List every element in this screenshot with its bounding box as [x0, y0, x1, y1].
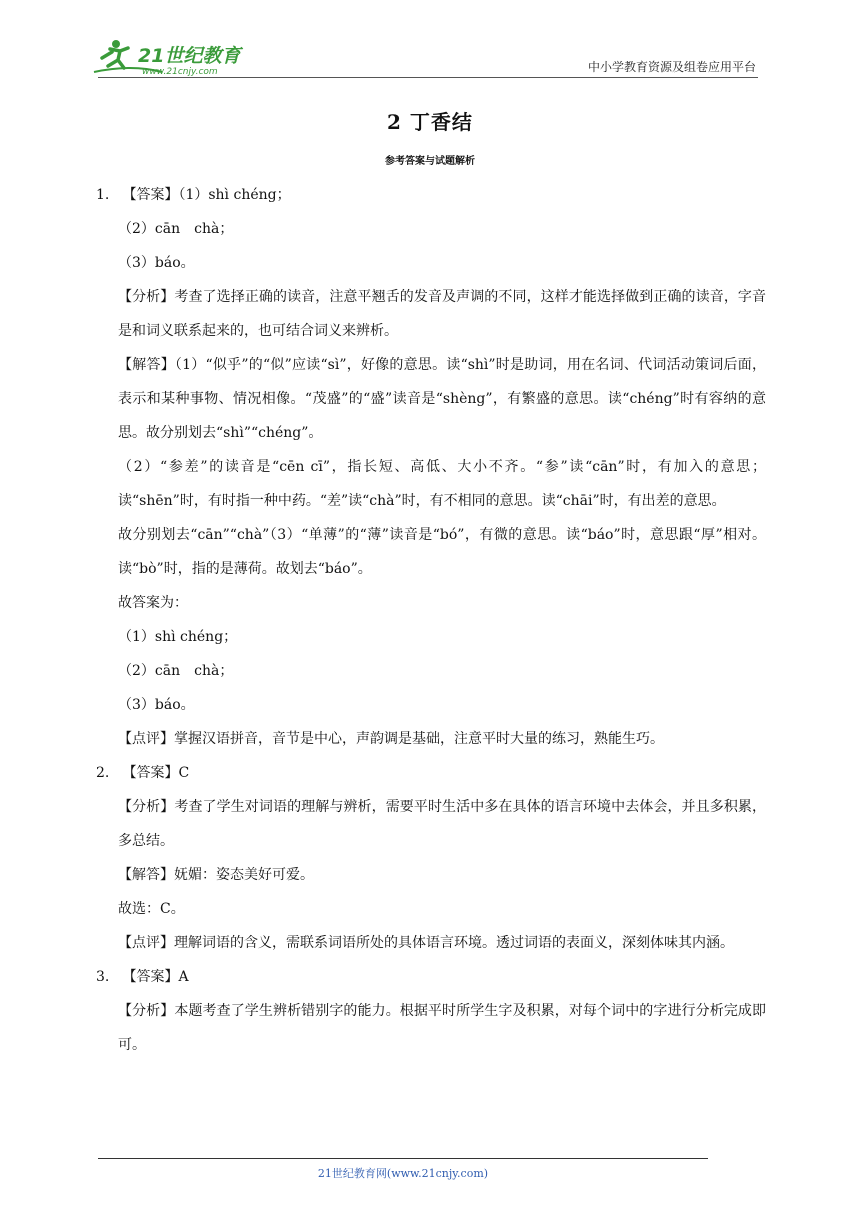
q1-solution-2: （2）“参差”的读音是“cēn cī”，指长短、高低、大小不齐。“参”读“cān”时，有加入的意思；读“shēn”时，有时指一种中药。“差”读“chà”时，有不相同的意思。读“chāi”时，有出差的意思。 — [118, 459, 766, 509]
q1-analysis: 【分析】考查了选择正确的读音，注意平翘舌的发音及声调的不同，这样才能选择做到正确的读音，字音是和词义联系起来的，也可结合词义来辨析。 — [118, 289, 766, 339]
logo-text: 21世纪教育 — [138, 45, 241, 67]
q1-answer-3: （3）báo。 — [118, 255, 195, 271]
q3-analysis: 【分析】本题考查了学生辨析错别字的能力。根据平时所学生字及积累，对每个词中的字进行分析完成即可。 — [118, 1003, 766, 1053]
q1-final-2: （2）cān chà； — [118, 663, 234, 679]
q2-answer: 2. 【答案】C — [96, 756, 766, 790]
page-header — [0, 0, 860, 80]
q1-answer-2: （2）cān chà； — [118, 221, 234, 237]
footer-divider — [98, 1158, 708, 1159]
q1-answer: 1. 【答案】（1）shì chéng； — [96, 178, 766, 212]
footer-link[interactable]: 21世纪教育网(www.21cnjy.com) — [317, 1167, 489, 1180]
logo-url: www.21cnjy.com — [142, 67, 218, 77]
q1-final-1: （1）shì chéng； — [118, 629, 238, 645]
q2-analysis: 【分析】考查了学生对词语的理解与辨析，需要平时生活中多在具体的语言环境中去体会，并且多积累，多总结。 — [118, 799, 766, 849]
q1-final-3: （3）báo。 — [118, 697, 195, 713]
q1-solution-1: 【解答】（1）“似乎”的“似”应读“sì”，好像的意思。读“shì”时是助词，用在名词、代词活动策词后面，表示和某种事物、情况相像。“茂盛”的“盛”读音是“shèng”，有繁盛的意思。读“chéng”时有容纳的意思。故分别划去“shì”“chéng”。 — [118, 357, 766, 441]
page-title: 2 丁香结 — [387, 110, 473, 134]
header-divider — [98, 77, 758, 78]
site-logo — [92, 36, 262, 78]
q1-comment: 【点评】掌握汉语拼音，音节是中心，声韵调是基础，注意平时大量的练习，熟能生巧。 — [118, 731, 664, 747]
q1-solution-3: 故分别划去“cān”“chà”（3）“单薄”的“薄”读音是“bó”，有微的意思。读“báo”时，意思跟“厚”相对。读“bò”时，指的是薄荷。故划去“báo”。 — [118, 527, 766, 577]
answer-content — [96, 178, 766, 1062]
question-number: 3. — [96, 969, 110, 985]
q2-choose: 故选：C。 — [118, 901, 185, 917]
q1-so-answer: 故答案为： — [118, 595, 188, 611]
question-number: 1. — [96, 187, 110, 203]
q2-comment: 【点评】理解词语的含义，需联系词语所处的具体语言环境。透过词语的表面义，深刻体味其内涵。 — [118, 935, 734, 951]
platform-name: 中小学教育资源及组卷应用平台 — [587, 60, 756, 74]
page-subtitle: 参考答案与试题解析 — [385, 156, 475, 167]
q3-answer: 3. 【答案】A — [96, 960, 766, 994]
question-number: 2. — [96, 765, 110, 781]
q2-solution: 【解答】妩媚：姿态美好可爱。 — [118, 867, 314, 883]
